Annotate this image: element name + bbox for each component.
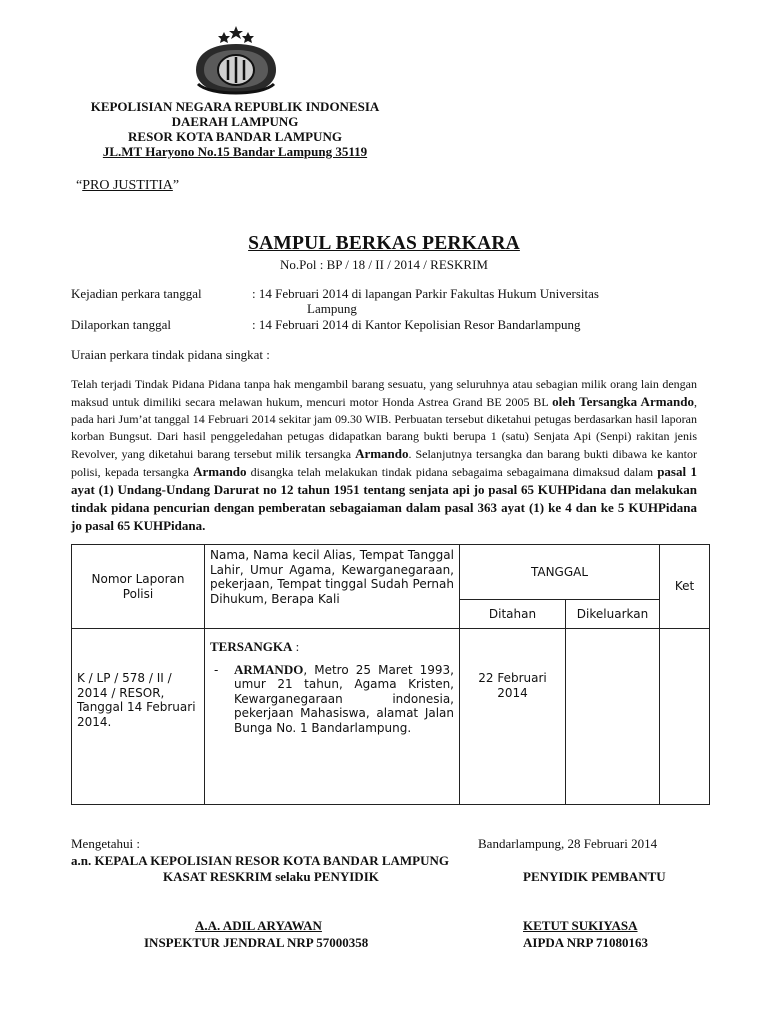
page-title: SAMPUL BERKAS PERKARA — [248, 233, 520, 254]
cell-dikeluarkan — [566, 629, 660, 805]
cell-lp: K / LP / 578 / II / 2014 / RESOR, Tanggal 14 Februari 2014. — [72, 629, 205, 805]
table-row — [72, 629, 710, 805]
col-header-dikeluarkan: Dikeluarkan — [566, 600, 660, 629]
kepala-line: a.n. KEPALA KEPOLISIAN RESOR KOTA BANDAR LAMPUNG — [71, 853, 450, 868]
field-value-dilaporkan: : 14 Februari 2014 di Kantor Kepolisian Resor Bandarlampung — [252, 317, 581, 332]
case-narrative: Telah terjadi Tindak Pidana Pidana tanpa hak mengambil barang sesuatu, yang seluruhnya atau sebagian milik orang lain dengan maksud untuk dimiliki secara melawan hukum, mencuri motor Honda Astrea Grand BE 2005 BL oleh Tersangka Armando, pada hari Jum’at tanggal 14 Februari 2014 sekitar jam 09.30 WIB. Perbuatan tersebut diketahui petugas berdasarkan hasil laporan korban Bungsut. Dari hasil penggeledahan petugas didapatkan barang bukti berupa 1 (satu) Senjata Api (Senpi) rakitan jenis Revolver, yang diketahui barang tersebut milik tersangka Armando. Selanjutnya tersangka dan barang bukti dibawa ke kantor polisi, kepada tersangka Armando disangka telah melakukan tindak pidana sebagaima sebagaimana dimaksud dalam pasal 1 ayat (1) Undang-Undang Darurat no 12 tahun 1951 tentang senjata api jo pasal 65 KUHPidana dan melakukan tindak pidana pencurian dengan pemberatan sebagaiaman dalam pasal 363 ayat (1) ke 4 dan ke 5 KUHPidana jo pasal 65 KUHPidana. — [71, 377, 698, 533]
header-address: JL.MT Haryono No.15 Bandar Lampung 35119 — [102, 144, 368, 159]
col-header-identity: Nama, Nama kecil Alias, Tempat Tanggal Lahir, Umur Agama, Kewarganegaraan, pekerjaan, Tempat tinggal Sudah Pernah Dihukum, Berapa Kali — [205, 545, 460, 629]
tersangka-heading: TERSANGKA : — [210, 639, 300, 654]
col-header-ditahan: Ditahan — [460, 600, 566, 629]
case-number: No.Pol : BP / 18 / II / 2014 / RESKRIM — [280, 257, 488, 272]
cell-ket — [660, 629, 710, 805]
signatory-2-rank: AIPDA NRP 71080163 — [523, 935, 648, 950]
col-header-ket: Ket — [660, 545, 710, 629]
col-header-lp: Nomor Laporan Polisi — [72, 545, 205, 629]
uraian-label: Uraian perkara tindak pidana singkat : — [71, 347, 270, 362]
cell-identity — [205, 629, 460, 805]
signatory-1-rank: INSPEKTUR JENDRAL NRP 57000358 — [144, 935, 369, 950]
field-value-kejadian: : 14 Februari 2014 di lapangan Parkir Fakultas Hukum Universitas Lampung — [252, 286, 599, 316]
pro-justitia: “PRO JUSTITIA” — [76, 178, 180, 193]
suspect-entry: - ARMANDO, Metro 25 Maret 1993, umur 21 tahun, Agama Kristen, Kewarganegaraan indonesia, pekerjaan Mahasiswa, alamat Jalan Bunga No. 1 Bandarlampung. — [214, 661, 454, 735]
suspect-name: ARMANDO — [234, 661, 304, 677]
place-date: Bandarlampung, 28 Februari 2014 — [478, 836, 658, 851]
signatory-1-name: A.A. ADIL ARYAWAN — [195, 918, 322, 933]
case-register-table — [71, 544, 710, 805]
field-label-kejadian: Kejadian perkara tanggal — [71, 286, 202, 301]
col-header-tanggal: TANGGAL — [460, 545, 660, 600]
kasat-line: KASAT RESKRIM selaku PENYIDIK — [163, 869, 379, 884]
header-line-1: KEPOLISIAN NEGARA REPUBLIK INDONESIA — [90, 99, 380, 114]
signatory-2-name: KETUT SUKIYASA — [523, 918, 638, 933]
police-emblem-icon — [186, 24, 286, 96]
penyidik-line: PENYIDIK PEMBANTU — [523, 869, 666, 884]
header-line-3: RESOR KOTA BANDAR LAMPUNG — [128, 129, 342, 144]
field-label-dilaporkan: Dilaporkan tanggal — [71, 317, 171, 332]
mengetahui-label: Mengetahui : — [71, 836, 140, 851]
header-line-2: DAERAH LAMPUNG — [171, 114, 299, 129]
cell-ditahan: 22 Februari 2014 — [460, 629, 566, 805]
